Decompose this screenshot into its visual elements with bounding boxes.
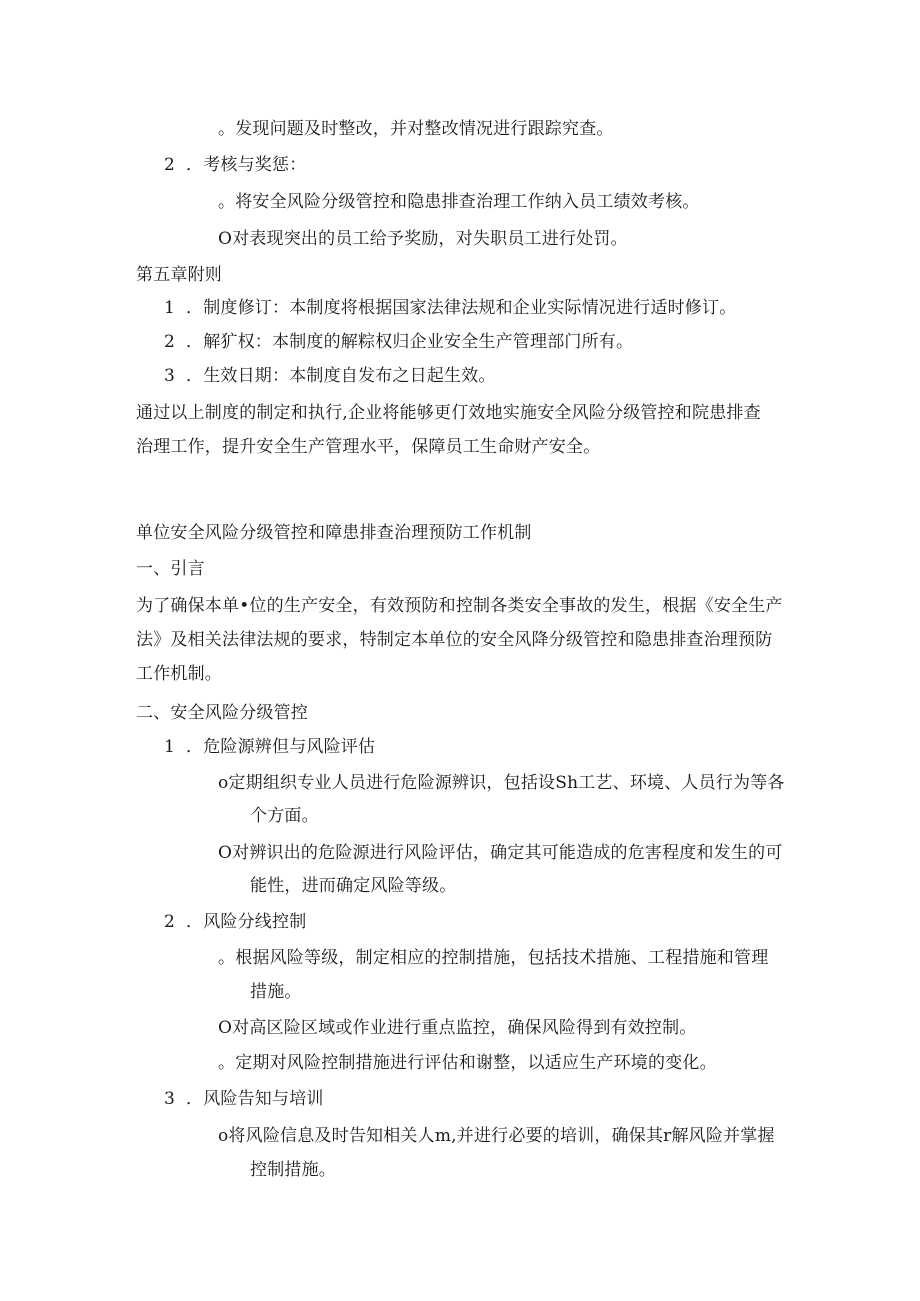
list-number: 2 <box>164 912 176 932</box>
list-item-effective-date <box>164 366 496 386</box>
summary-paragraph-line-2: 治理工作，提升安全生产管理水平，保障员工生命财产安全。 <box>136 437 601 457</box>
list-item-revision <box>164 298 736 318</box>
bullet-identification-line-1: o定期组织专业人员进行危险源辨识，包括设Sh工艺、环境、人员行为等各 <box>218 773 785 793</box>
list-number: 2 <box>164 155 176 175</box>
bullet-adjustment: 。定期对风险控制措施进行评估和谢整，以适应生产环境的变化。 <box>218 1053 717 1073</box>
intro-paragraph-line-2: 法》及相关法律法规的要求，特制定本单位的安全风降分级管控和隐患排查治理预防 <box>136 630 773 650</box>
chapter-title: 第五章附则 <box>136 265 222 285</box>
section-heading-risk-control: 二、安全风险分级管控 <box>136 703 308 723</box>
summary-paragraph-line-1: 通过以上制度的制定和执行,企业将能够更仃效地实施安全风险分级管控和院患排查 <box>136 403 761 423</box>
list-item-title: ．风险告知与培训 <box>186 1089 324 1109</box>
intro-paragraph-line-3: 工作机制。 <box>136 664 222 684</box>
list-item-risk-grading <box>164 912 306 932</box>
list-item-title: ．危险源辨但与风险评估 <box>186 737 376 757</box>
list-item-text: ．解犷权：本制度的解粽权归企业安全生产管理部门所有。 <box>186 332 634 352</box>
bullet-reward: O对表现突出的员工给予奖励，对失职员工进行处罚。 <box>218 229 628 249</box>
bullet-assessment-line-1: O对辨识出的危险源进行风险评估，确定其可能造成的危害程度和发生的可 <box>218 843 783 863</box>
bullet-followup: 。发现问题及时整改，并对整改情况进行跟踪究查。 <box>218 119 614 139</box>
section-heading-introduction: 一、引言 <box>136 559 205 579</box>
list-number: 1 <box>164 737 176 757</box>
bullet-assessment-line-2: 能性，进而确定风险等级。 <box>250 876 457 896</box>
list-item-text: ．生效日期：本制度自发布之日起生效。 <box>186 366 496 386</box>
list-number: 2 <box>164 332 176 352</box>
bullet-measures-line-1: 。根据风险等级，制定相应的控制措施，包括技术措施、工程措施和管理 <box>218 948 769 968</box>
bullet-training-line-1: o将风险信息及时告知相关人m,并进行必要的培训，确保其r解风险并掌握 <box>218 1126 775 1146</box>
list-number: 3 <box>164 366 176 386</box>
bullet-measures-line-2: 措施。 <box>250 982 302 1002</box>
bullet-monitoring: O对高区险区域或作业进行重点监控，确保风险得到有效控制。 <box>218 1018 697 1038</box>
list-item-risk-communication <box>164 1089 324 1109</box>
list-number: 3 <box>164 1089 176 1109</box>
document-title: 单位安全风险分级管控和障患排查治理预防工作机制 <box>136 523 532 543</box>
list-item-interpretation <box>164 332 633 352</box>
list-number: 1 <box>164 298 176 318</box>
bullet-performance: 。将安全风险分级管控和隐患排查治理工作纳入员工绩效考核。 <box>218 192 700 212</box>
intro-paragraph-line-1: 为了确保本单•位的生产安全，有效预防和控制各类安全事故的发生，根据《安全生产 <box>136 596 783 616</box>
bullet-training-line-2: 控制措施。 <box>250 1160 336 1180</box>
list-item-hazard-identification <box>164 737 375 757</box>
list-item-title: ．风险分线控制 <box>186 912 307 932</box>
bullet-identification-line-2: 个方面。 <box>250 806 319 826</box>
list-item-title: ．考核与奖惩： <box>186 155 307 175</box>
list-item-assessment <box>164 155 306 175</box>
list-item-text: ．制度修订：本制度将根据国家法律法规和企业实际情况进行适时修订。 <box>186 298 737 318</box>
